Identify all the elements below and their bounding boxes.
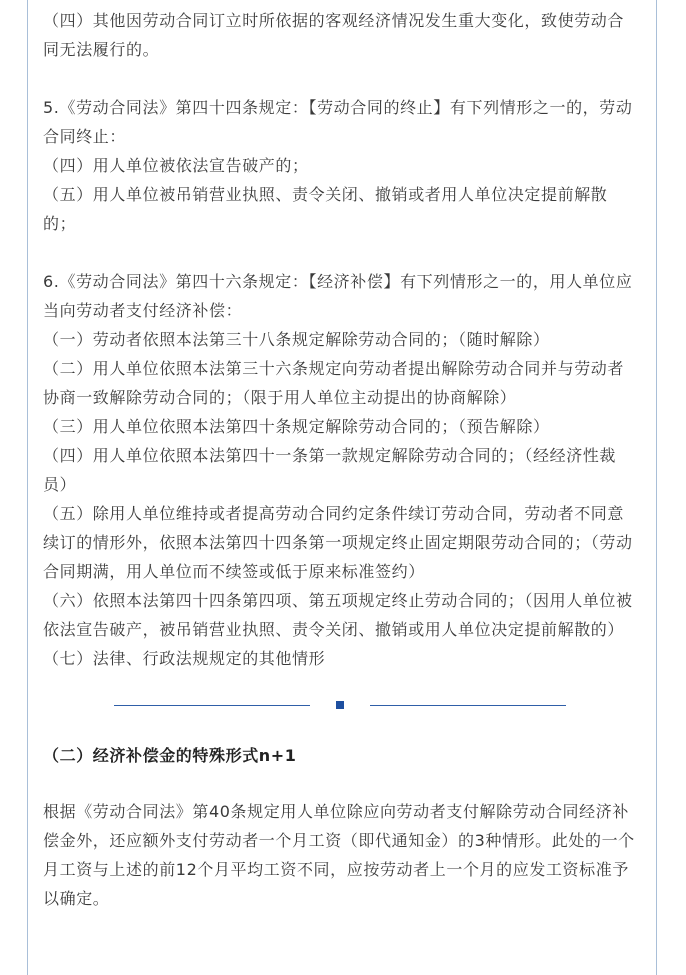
- article6-item-4: （四）用人单位依照本法第四十一条第一款规定解除劳动合同的；（经经济性裁员）: [43, 446, 617, 494]
- section-body: 根据《劳动合同法》第40条规定用人单位除应向劳动者支付解除劳动合同经济补偿金外，还应额外支付劳动者一个月工资（即代通知金）的3种情形。此处的一个月工资与上述的前12个月平均工资不同，应按劳动者上一个月的应发工资标准予以确定。: [43, 802, 635, 908]
- divider-line-left: [114, 705, 310, 706]
- section-title: （二）经济补偿金的特殊形式n+1: [43, 746, 297, 765]
- article6-item-7: （七）法律、行政法规规定的其他情形: [43, 649, 326, 668]
- article6-intro: 6.《劳动合同法》第四十六条规定：【经济补偿】有下列情形之一的，用人单位应当向劳动者支付经济补偿：: [43, 272, 633, 320]
- article6-item-5: （五）除用人单位维持或者提高劳动合同约定条件续订劳动合同，劳动者不同意续订的情形外，依照本法第四十四条第一项规定终止固定期限劳动合同的；（劳动合同期满，用人单位而不续签或低于原来标准签约）: [43, 504, 633, 581]
- article5-intro: 5.《劳动合同法》第四十四条规定：【劳动合同的终止】有下列情形之一的，劳动合同终止：: [43, 98, 633, 146]
- article6-item-3: （三）用人单位依照本法第四十条规定解除劳动合同的；（预告解除）: [43, 417, 550, 436]
- paragraph-clause-4: （四）其他因劳动合同订立时所依据的客观经济情况发生重大变化，致使劳动合同无法履行的。: [43, 11, 625, 59]
- article6-item-2: （二）用人单位依照本法第三十六条规定向劳动者提出解除劳动合同并与劳动者协商一致解除劳动合同的；（限于用人单位主动提出的协商解除）: [43, 359, 625, 407]
- article6-item-1: （一）劳动者依照本法第三十八条规定解除劳动合同的；（随时解除）: [43, 330, 550, 349]
- article6-item-6: （六）依照本法第四十四条第四项、第五项规定终止劳动合同的；（因用人单位被依法宣告破产，被吊销营业执照、责令关闭、撤销或用人单位决定提前解散的）: [43, 591, 633, 639]
- article5-item-4: （四）用人单位被依法宣告破产的；: [43, 156, 309, 175]
- article-content: [43, 6, 639, 913]
- article5-item-5: （五）用人单位被吊销营业执照、责令关闭、撤销或者用人单位决定提前解散的；: [43, 185, 608, 233]
- divider-line-right: [370, 705, 566, 706]
- section-divider: [43, 691, 639, 720]
- divider-square-icon: [336, 701, 344, 709]
